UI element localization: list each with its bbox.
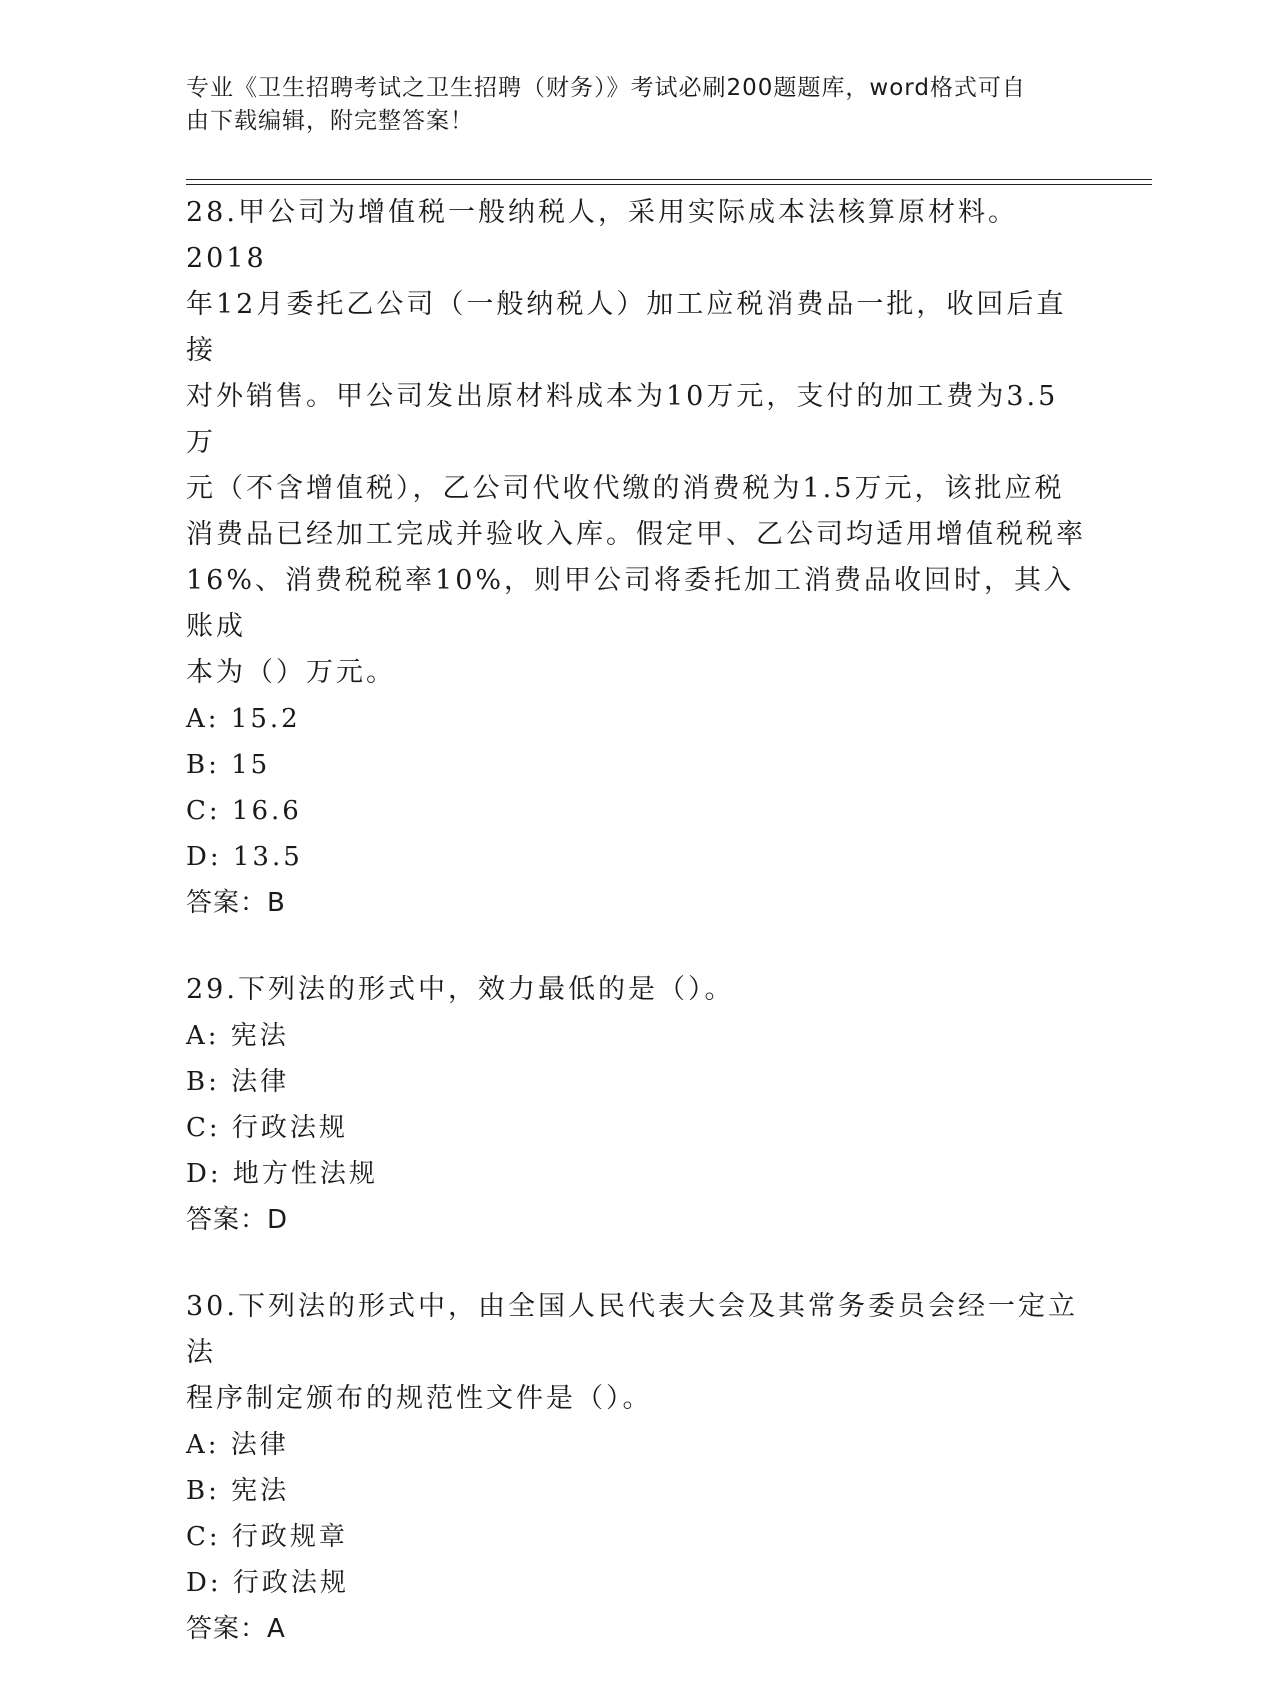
question-28	[186, 190, 1086, 926]
option-c: C: 行政规章	[186, 1522, 348, 1552]
document-header	[186, 72, 1066, 138]
question-text-line: 30.下列法的形式中，由全国人民代表大会及其常务委员会经一定立法	[186, 1291, 1078, 1368]
option-d: D: 行政法规	[186, 1568, 349, 1598]
header-divider-top	[186, 179, 1152, 180]
option-c: C: 行政法规	[186, 1113, 348, 1143]
option-c: C: 16.6	[186, 796, 302, 826]
header-line-2: 由下载编辑，附完整答案！	[186, 108, 474, 134]
option-d: D: 地方性法规	[186, 1159, 378, 1189]
option-a: A: 宪法	[186, 1021, 289, 1051]
question-text-line: 16%、消费税税率10%，则甲公司将委托加工消费品收回时，其入账成	[186, 565, 1075, 642]
question-list	[186, 190, 1086, 1693]
question-29	[186, 967, 1086, 1243]
question-text-line: 29.下列法的形式中，效力最低的是（）。	[186, 974, 735, 1005]
option-a: A: 15.2	[186, 704, 301, 734]
question-text-line: 程序制定颁布的规范性文件是（）。	[186, 1383, 653, 1414]
question-30	[186, 1284, 1086, 1652]
question-text-line: 年12月委托乙公司（一般纳税人）加工应税消费品一批，收回后直接	[186, 289, 1067, 366]
header-divider-bottom	[186, 184, 1152, 185]
option-d: D: 13.5	[186, 842, 303, 872]
question-text-line: 元（不含增值税），乙公司代收代缴的消费税为1.5万元，该批应税	[186, 473, 1065, 504]
question-text-line: 消费品已经加工完成并验收入库。假定甲、乙公司均适用增值税税率	[186, 519, 1086, 550]
header-line-1: 专业《卫生招聘考试之卫生招聘（财务）》考试必刷200题题库，word格式可自	[186, 75, 1026, 101]
option-b: B: 宪法	[186, 1476, 290, 1506]
option-b: B: 法律	[186, 1067, 290, 1097]
question-text-line: 28.甲公司为增值税一般纳税人，采用实际成本法核算原材料。2018	[186, 197, 1018, 274]
answer-label: 答案：A	[186, 1614, 286, 1644]
option-a: A: 法律	[186, 1430, 289, 1460]
question-text-line: 本为（）万元。	[186, 657, 396, 688]
answer-label: 答案：D	[186, 1205, 289, 1235]
option-b: B: 15	[186, 750, 271, 780]
answer-label: 答案：B	[186, 888, 286, 918]
question-text-line: 对外销售。甲公司发出原材料成本为10万元，支付的加工费为3.5万	[186, 381, 1059, 458]
